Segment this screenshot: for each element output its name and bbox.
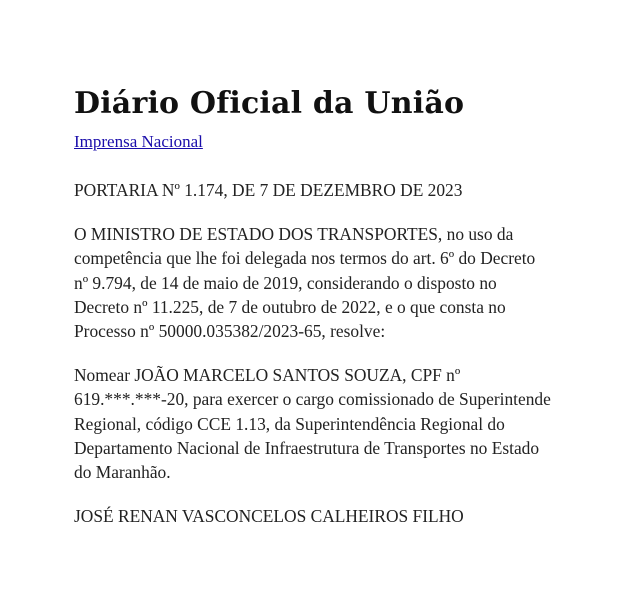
ordinance-heading: PORTARIA Nº 1.174, DE 7 DE DEZEMBRO DE 2023 [74, 180, 463, 200]
decision-line: do Maranhão. [74, 462, 171, 483]
decision-line: Nomear JOÃO MARCELO SANTOS SOUZA, CPF nº [74, 365, 461, 386]
preamble-line: nº 9.794, de 14 de maio de 2019, considerando o disposto no [74, 272, 497, 293]
preamble-line: Decreto nº 11.225, de 7 de outubro de 2022, e o que consta no [74, 296, 506, 317]
decision-paragraph [74, 363, 594, 484]
preamble-paragraph [74, 222, 594, 343]
preamble-line: O MINISTRO DE ESTADO DOS TRANSPORTES, no uso da [74, 224, 514, 245]
publisher-link[interactable]: Imprensa Nacional [74, 132, 203, 151]
decision-line: Departamento Nacional de Infraestrutura de Transportes no Estado [74, 437, 540, 458]
signatory-name: JOSÉ RENAN VASCONCELOS CALHEIROS FILHO [74, 506, 464, 527]
decision-line: Regional, código CCE 1.13, da Superintendência Regional do [74, 413, 505, 434]
preamble-line: Processo nº 50000.035382/2023-65, resolve: [74, 321, 386, 342]
decision-line: 619.***.***-20, para exercer o cargo comissionado de Superintende [74, 389, 551, 410]
page-title: Diário Oficial da União [74, 86, 465, 121]
document-page [74, 86, 594, 528]
preamble-line: competência que lhe foi delegada nos termos do art. 6º do Decreto [74, 248, 536, 269]
